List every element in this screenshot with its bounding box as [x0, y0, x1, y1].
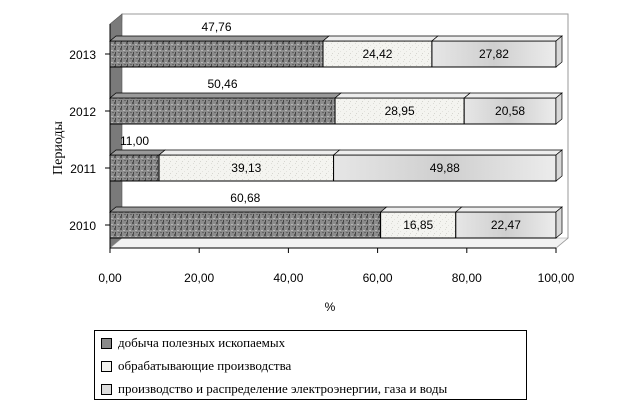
- x-tick-label: 80,00: [451, 271, 482, 285]
- bar-end-face: [556, 93, 562, 124]
- data-label: 28,95: [384, 104, 415, 118]
- data-label: 47,76: [201, 20, 232, 34]
- x-tick-label: 40,00: [273, 271, 304, 285]
- bar-segment: [110, 155, 159, 181]
- bar-end-face: [556, 150, 562, 181]
- bar-segment-top: [323, 36, 438, 41]
- data-label: 24,42: [362, 47, 393, 61]
- data-label: 50,46: [207, 77, 238, 91]
- bar-segment-top: [110, 36, 329, 41]
- y-axis-title: Периоды: [51, 121, 66, 175]
- bar-segment-top: [335, 93, 470, 98]
- data-label: 27,82: [478, 47, 509, 61]
- legend-item-manufacturing: [101, 357, 291, 375]
- legend-swatch-mining: [101, 338, 112, 349]
- x-axis-title: %: [324, 300, 336, 314]
- data-label: 16,85: [403, 218, 434, 232]
- bar-segment-top: [381, 207, 462, 212]
- x-tick-label: 20,00: [184, 271, 215, 285]
- legend-label-mining: добыча полезных ископаемых: [118, 335, 286, 350]
- data-label: 20,58: [495, 104, 526, 118]
- bar-segment-top: [110, 150, 165, 155]
- category-axis: [69, 24, 110, 248]
- x-axis: [98, 248, 574, 285]
- category-label: 2011: [70, 162, 96, 176]
- bar-segment-top: [110, 93, 341, 98]
- bar-segment: [110, 98, 335, 124]
- data-label: 22,47: [490, 218, 521, 232]
- category-label: 2013: [69, 48, 96, 62]
- plot-floor: [110, 238, 568, 248]
- legend-item-utilities: [101, 380, 447, 398]
- bar-end-face: [556, 36, 562, 67]
- data-label: 49,88: [429, 161, 460, 175]
- bar-segment-top: [110, 207, 387, 212]
- bar-segment-top: [464, 93, 562, 98]
- bar-segment-top: [159, 150, 340, 155]
- legend-swatch-manufacturing: [101, 361, 112, 372]
- category-label: 2010: [69, 219, 96, 233]
- data-label: 60,68: [230, 191, 261, 205]
- x-tick-label: 60,00: [362, 271, 393, 285]
- bar-segment-top: [432, 36, 562, 41]
- bar-segment-top: [334, 150, 562, 155]
- data-label: 11,00: [119, 134, 150, 148]
- category-label: 2012: [69, 105, 96, 119]
- bar-end-face: [556, 207, 562, 238]
- legend-label-utilities: производство и распределение электроэнергии, газа и воды: [118, 381, 448, 396]
- x-tick-label: 0,00: [98, 271, 122, 285]
- bar-segment: [110, 212, 381, 238]
- legend-label-manufacturing: обрабатывающие производства: [118, 358, 292, 373]
- data-label: 39,13: [231, 161, 262, 175]
- bar-segment-top: [456, 207, 562, 212]
- bar-segment: [110, 41, 323, 67]
- x-tick-label: 100,00: [537, 271, 575, 285]
- legend-item-mining: [101, 334, 285, 352]
- legend-swatch-utilities: [101, 384, 112, 395]
- legend: [94, 330, 527, 400]
